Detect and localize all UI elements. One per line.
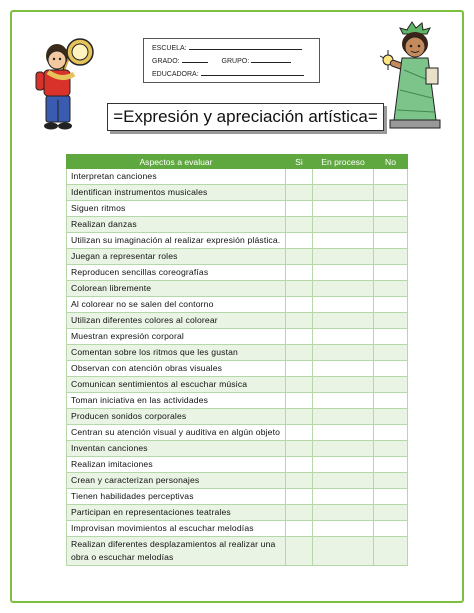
si-checkbox-cell[interactable] xyxy=(286,441,313,457)
en-proceso-checkbox-cell[interactable] xyxy=(313,233,374,249)
educadora-label: EDUCADORA: xyxy=(152,71,199,78)
no-checkbox-cell[interactable] xyxy=(374,265,408,281)
column-header-no: No xyxy=(374,155,408,169)
no-checkbox-cell[interactable] xyxy=(374,489,408,505)
en-proceso-checkbox-cell[interactable] xyxy=(313,297,374,313)
table-row xyxy=(67,345,408,361)
aspect-cell: Realizan imitaciones xyxy=(67,457,286,473)
aspect-cell: Realizan diferentes desplazamientos al realizar una obra o escuchar melodías xyxy=(67,537,286,566)
grupo-label: GRUPO: xyxy=(221,58,250,65)
si-checkbox-cell[interactable] xyxy=(286,473,313,489)
si-checkbox-cell[interactable] xyxy=(286,249,313,265)
aspect-cell: Producen sonidos corporales xyxy=(67,409,286,425)
en-proceso-checkbox-cell[interactable] xyxy=(313,313,374,329)
si-checkbox-cell[interactable] xyxy=(286,505,313,521)
en-proceso-checkbox-cell[interactable] xyxy=(313,505,374,521)
si-checkbox-cell[interactable] xyxy=(286,265,313,281)
table-row xyxy=(67,233,408,249)
aspect-cell: Centran su atención visual y auditiva en algún objeto xyxy=(67,425,286,441)
table-row xyxy=(67,217,408,233)
table-header-row xyxy=(67,155,408,169)
en-proceso-checkbox-cell[interactable] xyxy=(313,441,374,457)
en-proceso-checkbox-cell[interactable] xyxy=(313,185,374,201)
table-row xyxy=(67,281,408,297)
en-proceso-checkbox-cell[interactable] xyxy=(313,489,374,505)
table-row xyxy=(67,425,408,441)
aspect-cell: Juegan a representar roles xyxy=(67,249,286,265)
no-checkbox-cell[interactable] xyxy=(374,425,408,441)
no-checkbox-cell[interactable] xyxy=(374,169,408,185)
aspect-cell: Comentan sobre los ritmos que les gustan xyxy=(67,345,286,361)
en-proceso-checkbox-cell[interactable] xyxy=(313,345,374,361)
si-checkbox-cell[interactable] xyxy=(286,233,313,249)
evaluation-table xyxy=(66,154,408,566)
aspect-cell: Utilizan su imaginación al realizar expresión plástica. xyxy=(67,233,286,249)
table-row xyxy=(67,313,408,329)
en-proceso-checkbox-cell[interactable] xyxy=(313,393,374,409)
table-row xyxy=(67,505,408,521)
en-proceso-checkbox-cell[interactable] xyxy=(313,217,374,233)
aspect-cell: Colorean libremente xyxy=(67,281,286,297)
no-checkbox-cell[interactable] xyxy=(374,345,408,361)
no-checkbox-cell[interactable] xyxy=(374,409,408,425)
si-checkbox-cell[interactable] xyxy=(286,217,313,233)
table-row xyxy=(67,521,408,537)
no-checkbox-cell[interactable] xyxy=(374,201,408,217)
table-row xyxy=(67,457,408,473)
si-checkbox-cell[interactable] xyxy=(286,297,313,313)
en-proceso-checkbox-cell[interactable] xyxy=(313,473,374,489)
aspect-cell: Crean y caracterizan personajes xyxy=(67,473,286,489)
en-proceso-checkbox-cell[interactable] xyxy=(313,457,374,473)
no-checkbox-cell[interactable] xyxy=(374,505,408,521)
table-row xyxy=(67,441,408,457)
en-proceso-checkbox-cell[interactable] xyxy=(313,409,374,425)
school-info-box xyxy=(143,38,320,83)
en-proceso-checkbox-cell[interactable] xyxy=(313,265,374,281)
table-row xyxy=(67,489,408,505)
si-checkbox-cell[interactable] xyxy=(286,329,313,345)
no-checkbox-cell[interactable] xyxy=(374,297,408,313)
aspect-cell: Comunican sentimientos al escuchar música xyxy=(67,377,286,393)
en-proceso-checkbox-cell[interactable] xyxy=(313,361,374,377)
en-proceso-checkbox-cell[interactable] xyxy=(313,281,374,297)
no-checkbox-cell[interactable] xyxy=(374,473,408,489)
no-checkbox-cell[interactable] xyxy=(374,281,408,297)
si-checkbox-cell[interactable] xyxy=(286,393,313,409)
aspect-cell: Inventan canciones xyxy=(67,441,286,457)
en-proceso-checkbox-cell[interactable] xyxy=(313,537,374,566)
si-checkbox-cell[interactable] xyxy=(286,537,313,566)
no-checkbox-cell[interactable] xyxy=(374,441,408,457)
si-checkbox-cell[interactable] xyxy=(286,313,313,329)
si-checkbox-cell[interactable] xyxy=(286,521,313,537)
table-row xyxy=(67,377,408,393)
si-checkbox-cell[interactable] xyxy=(286,185,313,201)
no-checkbox-cell[interactable] xyxy=(374,329,408,345)
table-row xyxy=(67,473,408,489)
page-title: =Expresión y apreciación artística= xyxy=(107,103,384,131)
no-checkbox-cell[interactable] xyxy=(374,457,408,473)
aspect-cell: Identifican instrumentos musicales xyxy=(67,185,286,201)
grado-field[interactable] xyxy=(182,55,208,63)
aspect-cell: Tienen habilidades perceptivas xyxy=(67,489,286,505)
no-checkbox-cell[interactable] xyxy=(374,185,408,201)
si-checkbox-cell[interactable] xyxy=(286,489,313,505)
si-checkbox-cell[interactable] xyxy=(286,345,313,361)
no-checkbox-cell[interactable] xyxy=(374,361,408,377)
table-row xyxy=(67,329,408,345)
no-checkbox-cell[interactable] xyxy=(374,313,408,329)
aspect-cell: Siguen ritmos xyxy=(67,201,286,217)
aspect-cell: Toman iniciativa en las actividades xyxy=(67,393,286,409)
no-checkbox-cell[interactable] xyxy=(374,217,408,233)
table-row xyxy=(67,409,408,425)
table-row xyxy=(67,393,408,409)
table-row xyxy=(67,185,408,201)
grupo-field[interactable] xyxy=(251,55,291,63)
aspect-cell: Reproducen sencillas coreografías xyxy=(67,265,286,281)
en-proceso-checkbox-cell[interactable] xyxy=(313,521,374,537)
no-checkbox-cell[interactable] xyxy=(374,377,408,393)
si-checkbox-cell[interactable] xyxy=(286,425,313,441)
aspect-cell: Participan en representaciones teatrales xyxy=(67,505,286,521)
si-checkbox-cell[interactable] xyxy=(286,457,313,473)
aspect-cell: Al colorear no se salen del contorno xyxy=(67,297,286,313)
table-row xyxy=(67,537,408,566)
en-proceso-checkbox-cell[interactable] xyxy=(313,425,374,441)
table-row xyxy=(67,249,408,265)
si-checkbox-cell[interactable] xyxy=(286,281,313,297)
aspect-cell: Observan con atención obras visuales xyxy=(67,361,286,377)
en-proceso-checkbox-cell[interactable] xyxy=(313,249,374,265)
en-proceso-checkbox-cell[interactable] xyxy=(313,169,374,185)
column-header-aspectos: Aspectos a evaluar xyxy=(67,155,286,169)
tuba-boy-illustration xyxy=(22,34,112,134)
si-checkbox-cell[interactable] xyxy=(286,361,313,377)
table-row xyxy=(67,361,408,377)
table-row xyxy=(67,297,408,313)
no-checkbox-cell[interactable] xyxy=(374,537,408,566)
si-checkbox-cell[interactable] xyxy=(286,377,313,393)
table-row xyxy=(67,201,408,217)
column-header-en-proceso: En proceso xyxy=(313,155,374,169)
si-checkbox-cell[interactable] xyxy=(286,409,313,425)
no-checkbox-cell[interactable] xyxy=(374,249,408,265)
no-checkbox-cell[interactable] xyxy=(374,393,408,409)
aspect-cell: Interpretan canciones xyxy=(67,169,286,185)
si-checkbox-cell[interactable] xyxy=(286,201,313,217)
aspect-cell: Improvisan movimientos al escuchar melodías xyxy=(67,521,286,537)
no-checkbox-cell[interactable] xyxy=(374,233,408,249)
escuela-label: ESCUELA: xyxy=(152,45,187,52)
grado-label: GRADO: xyxy=(152,58,180,65)
aspect-cell: Utilizan diferentes colores al colorear xyxy=(67,313,286,329)
aspect-cell: Muestran expresión corporal xyxy=(67,329,286,345)
escuela-field[interactable] xyxy=(189,42,302,50)
si-checkbox-cell[interactable] xyxy=(286,169,313,185)
en-proceso-checkbox-cell[interactable] xyxy=(313,201,374,217)
table-row xyxy=(67,265,408,281)
table-row xyxy=(67,169,408,185)
en-proceso-checkbox-cell[interactable] xyxy=(313,329,374,345)
aspect-cell: Realizan danzas xyxy=(67,217,286,233)
educadora-field[interactable] xyxy=(201,68,304,76)
column-header-si: Si xyxy=(286,155,313,169)
no-checkbox-cell[interactable] xyxy=(374,521,408,537)
en-proceso-checkbox-cell[interactable] xyxy=(313,377,374,393)
